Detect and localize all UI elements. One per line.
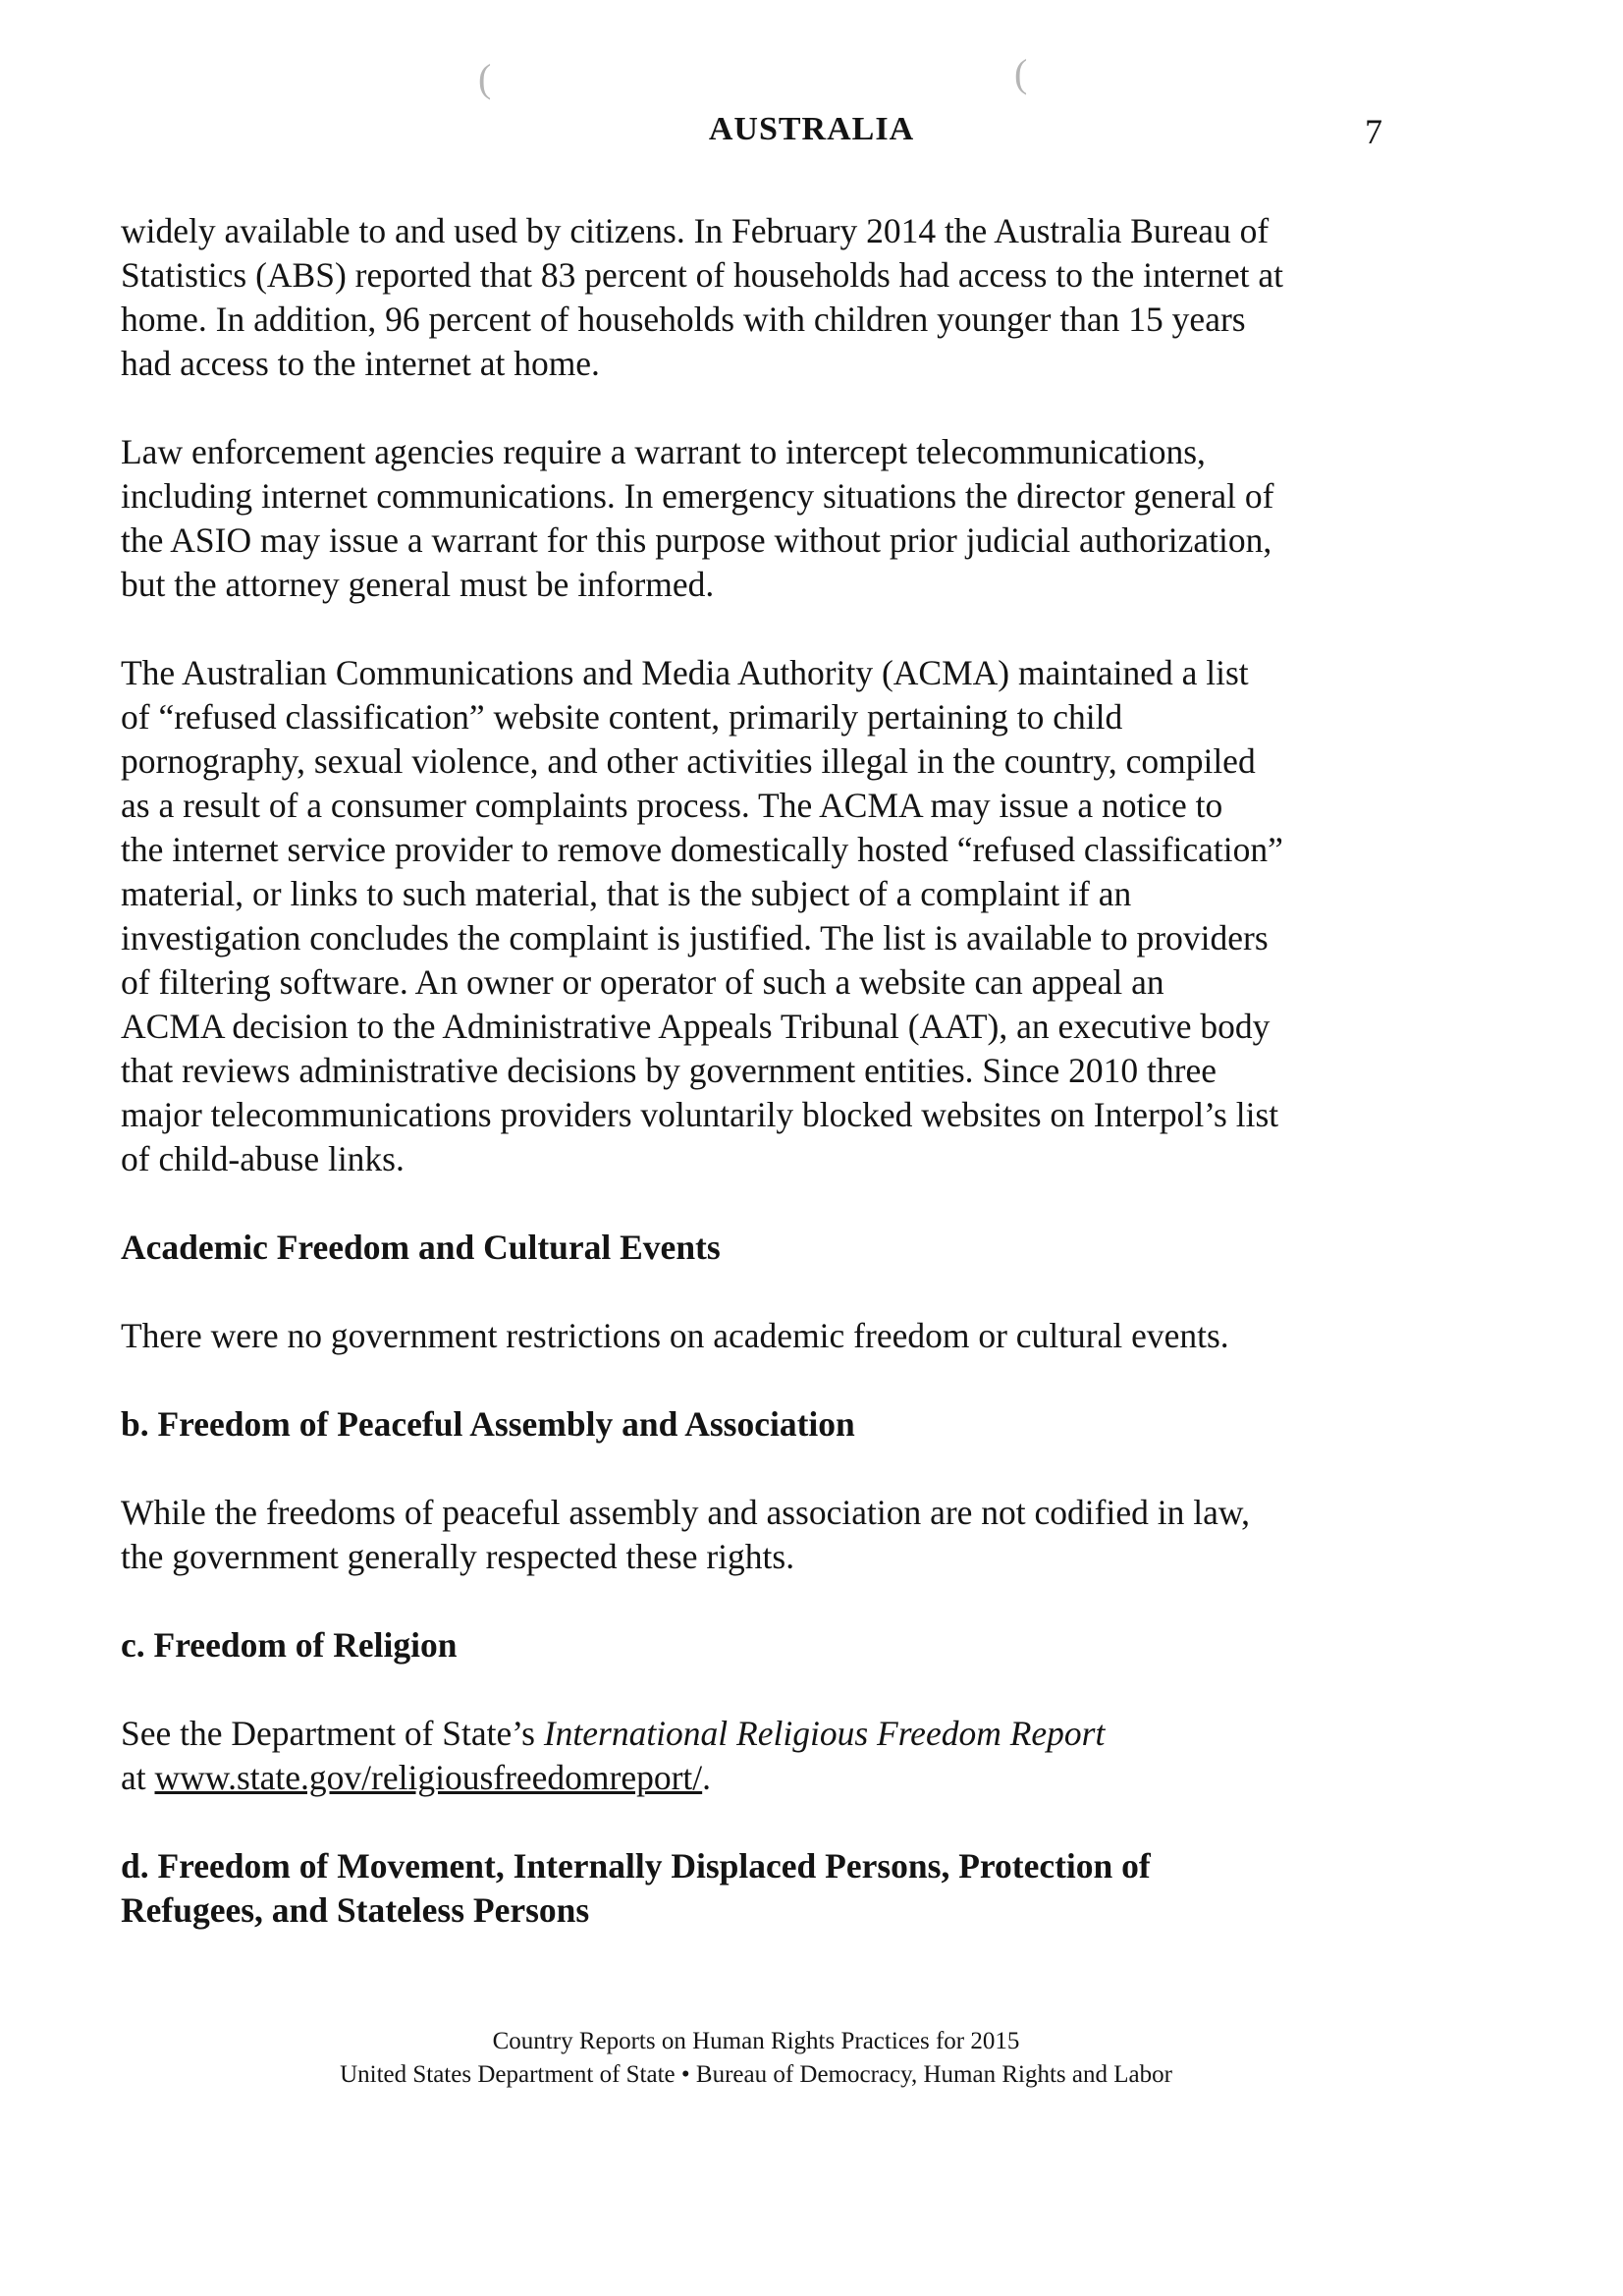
- text-line: investigation concludes the complaint is justified. The list is available to providers: [121, 918, 1269, 957]
- text-line: [121, 1712, 1407, 1756]
- text-line: ACMA decision to the Administrative Appeals Tribunal (AAT), an executive body: [121, 1007, 1271, 1046]
- text-run: .: [702, 1758, 712, 1797]
- heading-line: Refugees, and Stateless Persons: [121, 1890, 590, 1930]
- paragraph-acma: [121, 651, 1407, 1181]
- text-line: of child-abuse links.: [121, 1139, 405, 1178]
- section-heading-assembly: b. Freedom of Peaceful Assembly and Association: [121, 1404, 855, 1444]
- text-line: but the attorney general must be informed.: [121, 565, 715, 604]
- text-run: at: [121, 1758, 155, 1797]
- paragraph-religion: [121, 1712, 1407, 1800]
- text-line: that reviews administrative decisions by government entities. Since 2010 three: [121, 1051, 1217, 1090]
- text-line: Law enforcement agencies require a warrant to intercept telecommunications,: [121, 432, 1206, 471]
- scan-mark: (: [1014, 51, 1028, 95]
- religious-freedom-report-link[interactable]: www.state.gov/religiousfreedomreport/: [154, 1758, 703, 1797]
- text-line: While the freedoms of peaceful assembly and association are not codified in law,: [121, 1493, 1251, 1532]
- text-line: widely available to and used by citizens. In February 2014 the Australia Bureau of: [121, 211, 1270, 250]
- text-line: There were no government restrictions on academic freedom or cultural events.: [121, 1316, 1229, 1355]
- paragraph-internet-access: [121, 209, 1407, 386]
- text-line: including internet communications. In emergency situations the director general of: [121, 476, 1274, 516]
- footer-line: United States Department of State • Bureau of Democracy, Human Rights and Labor: [340, 2061, 1172, 2088]
- paragraph-academic: [121, 1314, 1407, 1358]
- report-title: International Religious Freedom Report: [543, 1714, 1106, 1753]
- text-line: material, or links to such material, that is the subject of a complaint if an: [121, 874, 1132, 913]
- text-line: home. In addition, 96 percent of households with children younger than 15 years: [121, 300, 1246, 339]
- scan-mark: (: [478, 56, 492, 100]
- text-line: Statistics (ABS) reported that 83 percent of households had access to the internet at: [121, 255, 1283, 295]
- footer-line: Country Reports on Human Rights Practices for 2015: [492, 2028, 1020, 2054]
- page-number: 7: [1365, 112, 1382, 151]
- text-line: The Australian Communications and Media Authority (ACMA) maintained a list: [121, 653, 1249, 692]
- text-line: as a result of a consumer complaints process. The ACMA may issue a notice to: [121, 786, 1223, 825]
- paragraph-assembly: [121, 1491, 1407, 1579]
- text-line: had access to the internet at home.: [121, 344, 600, 383]
- text-line: pornography, sexual violence, and other activities illegal in the country, compiled: [121, 741, 1256, 781]
- section-heading-religion: c. Freedom of Religion: [121, 1625, 458, 1665]
- text-line: of filtering software. An owner or operator of such a website can appeal an: [121, 962, 1164, 1002]
- page-header-title: AUSTRALIA: [708, 111, 915, 147]
- document-body: [121, 209, 1407, 1933]
- text-line: [121, 1756, 1407, 1800]
- heading-line: d. Freedom of Movement, Internally Displaced Persons, Protection of: [121, 1846, 1151, 1886]
- paragraph-warrants: [121, 430, 1407, 607]
- page-footer: [0, 2025, 1512, 2092]
- text-run: See the Department of State’s: [121, 1714, 544, 1753]
- text-line: the internet service provider to remove domestically hosted “refused classification”: [121, 830, 1283, 869]
- section-heading-movement: [121, 1844, 1407, 1933]
- text-line: major telecommunications providers voluntarily blocked websites on Interpol’s list: [121, 1095, 1279, 1134]
- text-line: the ASIO may issue a warrant for this purpose without prior judicial authorization,: [121, 520, 1272, 560]
- text-line: the government generally respected these rights.: [121, 1537, 795, 1576]
- section-heading-academic-freedom: Academic Freedom and Cultural Events: [121, 1228, 721, 1267]
- text-line: of “refused classification” website content, primarily pertaining to child: [121, 697, 1123, 737]
